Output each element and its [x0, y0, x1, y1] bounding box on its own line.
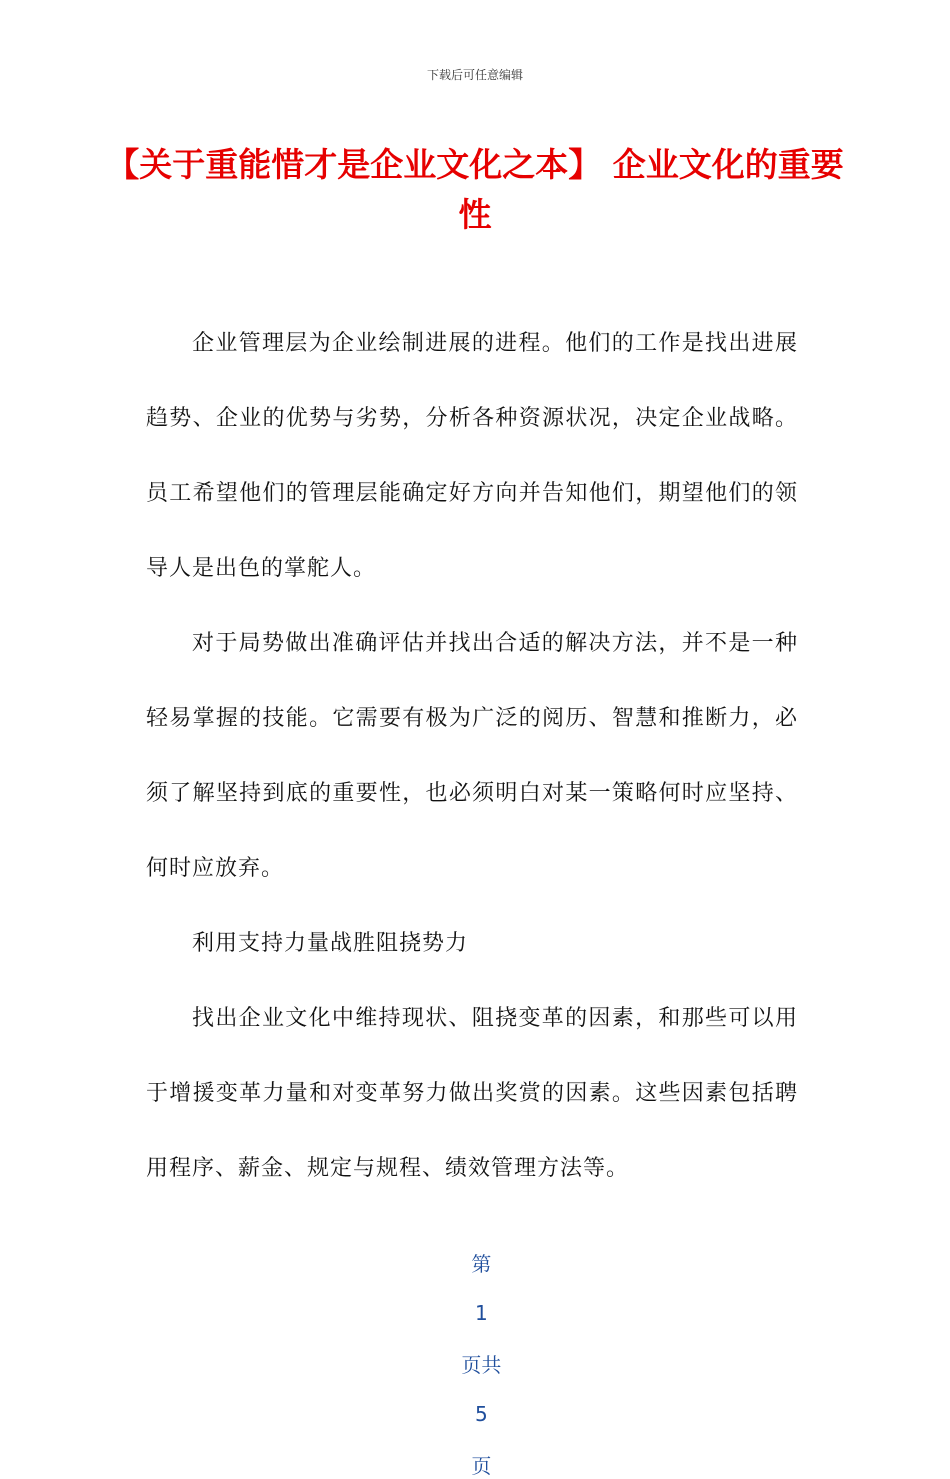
- footer-prefix: 第: [471, 1252, 492, 1276]
- document-body: [146, 306, 798, 1206]
- paragraph-1: 企业管理层为企业绘制进展的进程。他们的工作是找出进展趋势、企业的优势与劣势，分析各种资源状况，决定企业战略。员工希望他们的管理层能确定好方向并告知他们，期望他们的领导人是出色的掌舵人。: [146, 331, 798, 581]
- page-footer: [0, 1224, 950, 1479]
- current-page-number: 1: [474, 1301, 488, 1325]
- footer-suffix: 页: [471, 1454, 492, 1478]
- paragraph-3-subheading: 利用支持力量战胜阻挠势力: [192, 931, 469, 956]
- total-pages-number: 5: [474, 1402, 488, 1426]
- paragraph-2: 对于局势做出准确评估并找出合适的解决方法，并不是一种轻易掌握的技能。它需要有极为广泛的阅历、智慧和推断力，必须了解坚持到底的重要性，也必须明白对某一策略何时应坚持、何时应放弃。: [146, 631, 798, 881]
- header-note: 下载后可任意编辑: [426, 68, 523, 82]
- document-title: 【关于重能惜才是企业文化之本】 企业文化的重要性: [106, 145, 844, 234]
- footer-middle: 页共: [461, 1353, 502, 1377]
- paragraph-4: 找出企业文化中维持现状、阻挠变革的因素，和那些可以用于增援变革力量和对变革努力做出奖赏的因素。这些因素包括聘用程序、薪金、规定与规程、绩效管理方法等。: [146, 1006, 798, 1181]
